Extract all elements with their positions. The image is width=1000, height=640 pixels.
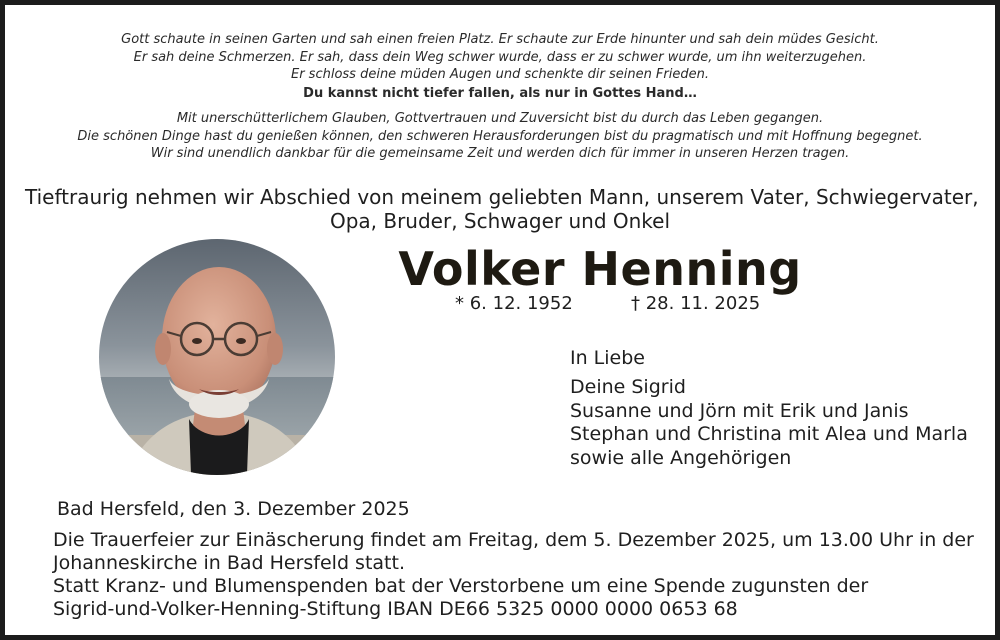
poem-line: Wir sind unendlich dankbar für die gemeinsame Zeit und werden dich für immer in unseren Herzen tragen. (150, 146, 850, 161)
mourners-list (570, 347, 968, 470)
intro-text (25, 185, 979, 233)
notice-line: Johanneskirche in Bad Hersfeld statt. (53, 552, 405, 574)
place-and-date: Bad Hersfeld, den 3. Dezember 2025 (57, 498, 410, 520)
birth-date: * 6. 12. 1952 (455, 293, 573, 314)
mourner-line: Deine Sigrid (570, 376, 686, 399)
deceased-name: Volker Henning (398, 242, 802, 296)
intro-line: Tieftraurig nehmen wir Abschied von meinem geliebten Mann, unserem Vater, Schwiegervater, (25, 185, 979, 209)
mourner-line: Susanne und Jörn mit Erik und Janis (570, 399, 909, 422)
mourners-lead: In Liebe (570, 347, 645, 369)
notice-line: Sigrid-und-Volker-Henning-Stiftung IBAN DE66 5325 0000 0000 0653 68 (53, 598, 738, 620)
death-date: † 28. 11. 2025 (631, 293, 761, 314)
poem-line: Gott schaute in seinen Garten und sah einen freien Platz. Er schaute zur Erde hinunter und sah dein müdes Gesicht. (121, 32, 879, 47)
mourner-line: Stephan und Christina mit Alea und Marla (570, 423, 968, 446)
poem-block (25, 31, 975, 163)
poem-line: Er sah deine Schmerzen. Er sah, dass dein Weg schwer wurde, dass er zu schwer wurde, um ihn weiterzugehen. (133, 49, 867, 65)
funeral-notice (53, 529, 974, 621)
poem-bold-line: Du kannst nicht tiefer fallen, als nur in Gottes Hand… (303, 85, 697, 101)
poem-line: Mit unerschütterlichem Glauben, Gottvertrauen und Zuversicht bist du durch das Leben gegangen. (176, 111, 824, 126)
notice-line: Statt Kranz- und Blumenspenden bat der Verstorbene um eine Spende zugunsten der (53, 575, 869, 597)
mourner-line: sowie alle Angehörigen (570, 446, 792, 469)
intro-line: Opa, Bruder, Schwager und Onkel (329, 209, 671, 233)
poem-line: Er schloss deine müden Augen und schenkte dir seinen Frieden. (290, 67, 709, 82)
poem-line: Die schönen Dinge hast du genießen können, den schweren Herausforderungen bist du pragmatisch und mit Hoffnung begegnet. (77, 128, 923, 144)
notice-line: Die Trauerfeier zur Einäscherung findet am Freitag, dem 5. Dezember 2025, um 13.00 Uhr in der (53, 529, 974, 551)
portrait-photo (99, 239, 335, 475)
